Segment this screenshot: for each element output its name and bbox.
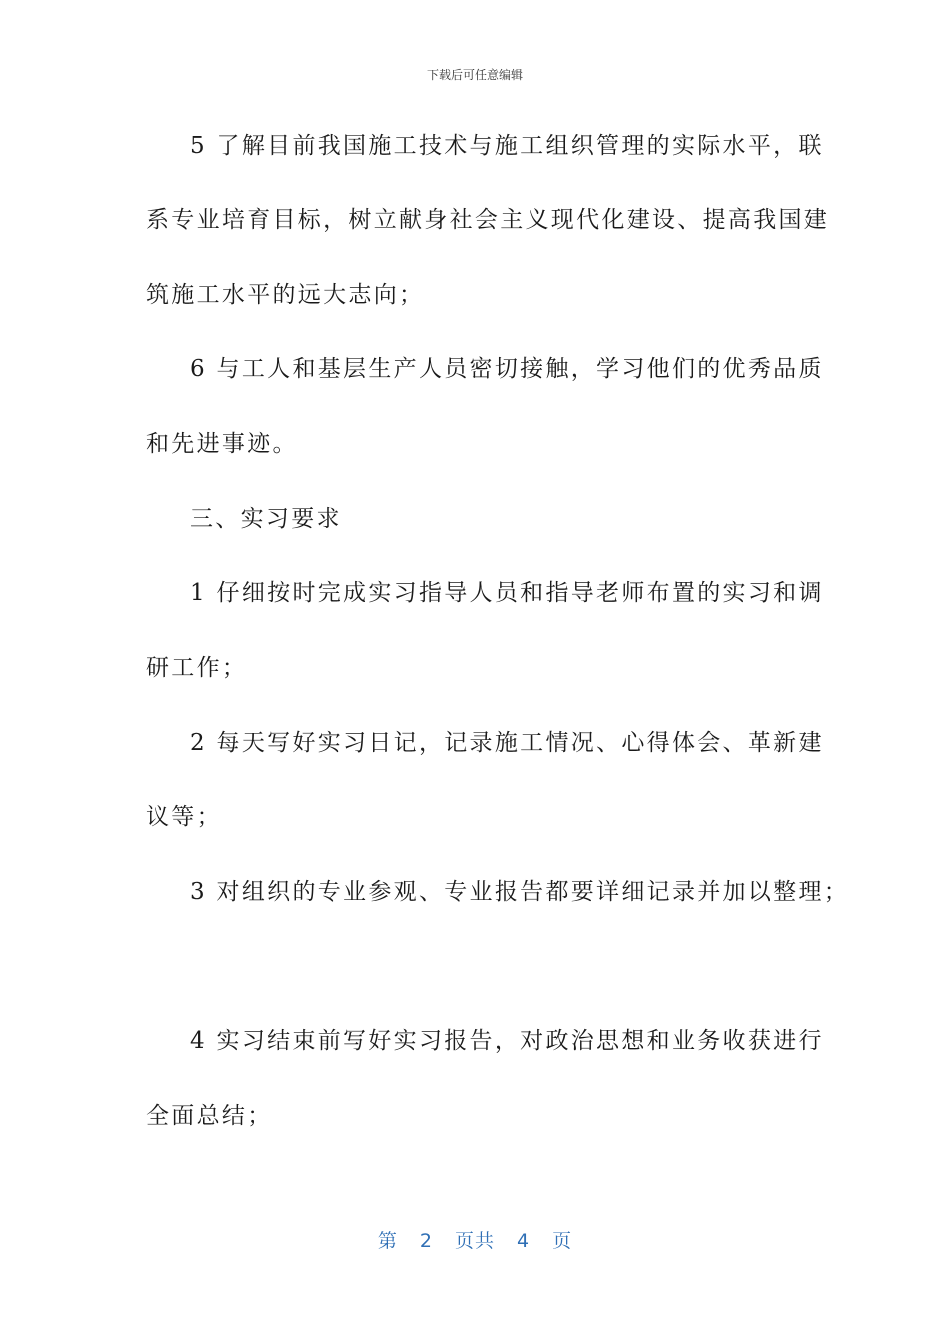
paragraph-line: 3 对组织的专业参观、专业报告都要详细记录并加以整理； [190,879,850,905]
paragraph-line: 1 仔细按时完成实习指导人员和指导老师布置的实习和调 [190,580,824,606]
paragraph-line: 5 了解目前我国施工技术与施工组织管理的实际水平，联 [190,133,824,159]
paragraph-line: 全面总结； [146,1103,273,1129]
paragraph-line: 研工作； [146,655,248,681]
page-footer [0,1226,950,1253]
paragraph-line: 2 每天写好实习日记，记录施工情况、心得体会、革新建 [190,730,824,756]
paragraph-line: 系专业培育目标，树立献身社会主义现代化建设、提高我国建 [146,207,830,233]
paragraph-line: 议等； [146,804,222,830]
page-suffix: 页 [552,1230,573,1252]
paragraph-line: 筑施工水平的远大志向； [146,282,425,308]
paragraph-line: 和先进事迹。 [146,431,298,457]
paragraph-line: 4 实习结束前写好实习报告，对政治思想和业务收获进行 [190,1028,824,1054]
page-mid: 页共 [454,1230,495,1252]
paragraph-line: 6 与工人和基层生产人员密切接触，学习他们的优秀品质 [190,356,824,382]
header-note: 下载后可任意编辑 [426,68,523,82]
page-number: 2 [419,1230,433,1252]
page-prefix: 第 [377,1230,398,1252]
total-pages: 4 [517,1230,531,1252]
section-heading: 三、实习要求 [190,506,342,532]
